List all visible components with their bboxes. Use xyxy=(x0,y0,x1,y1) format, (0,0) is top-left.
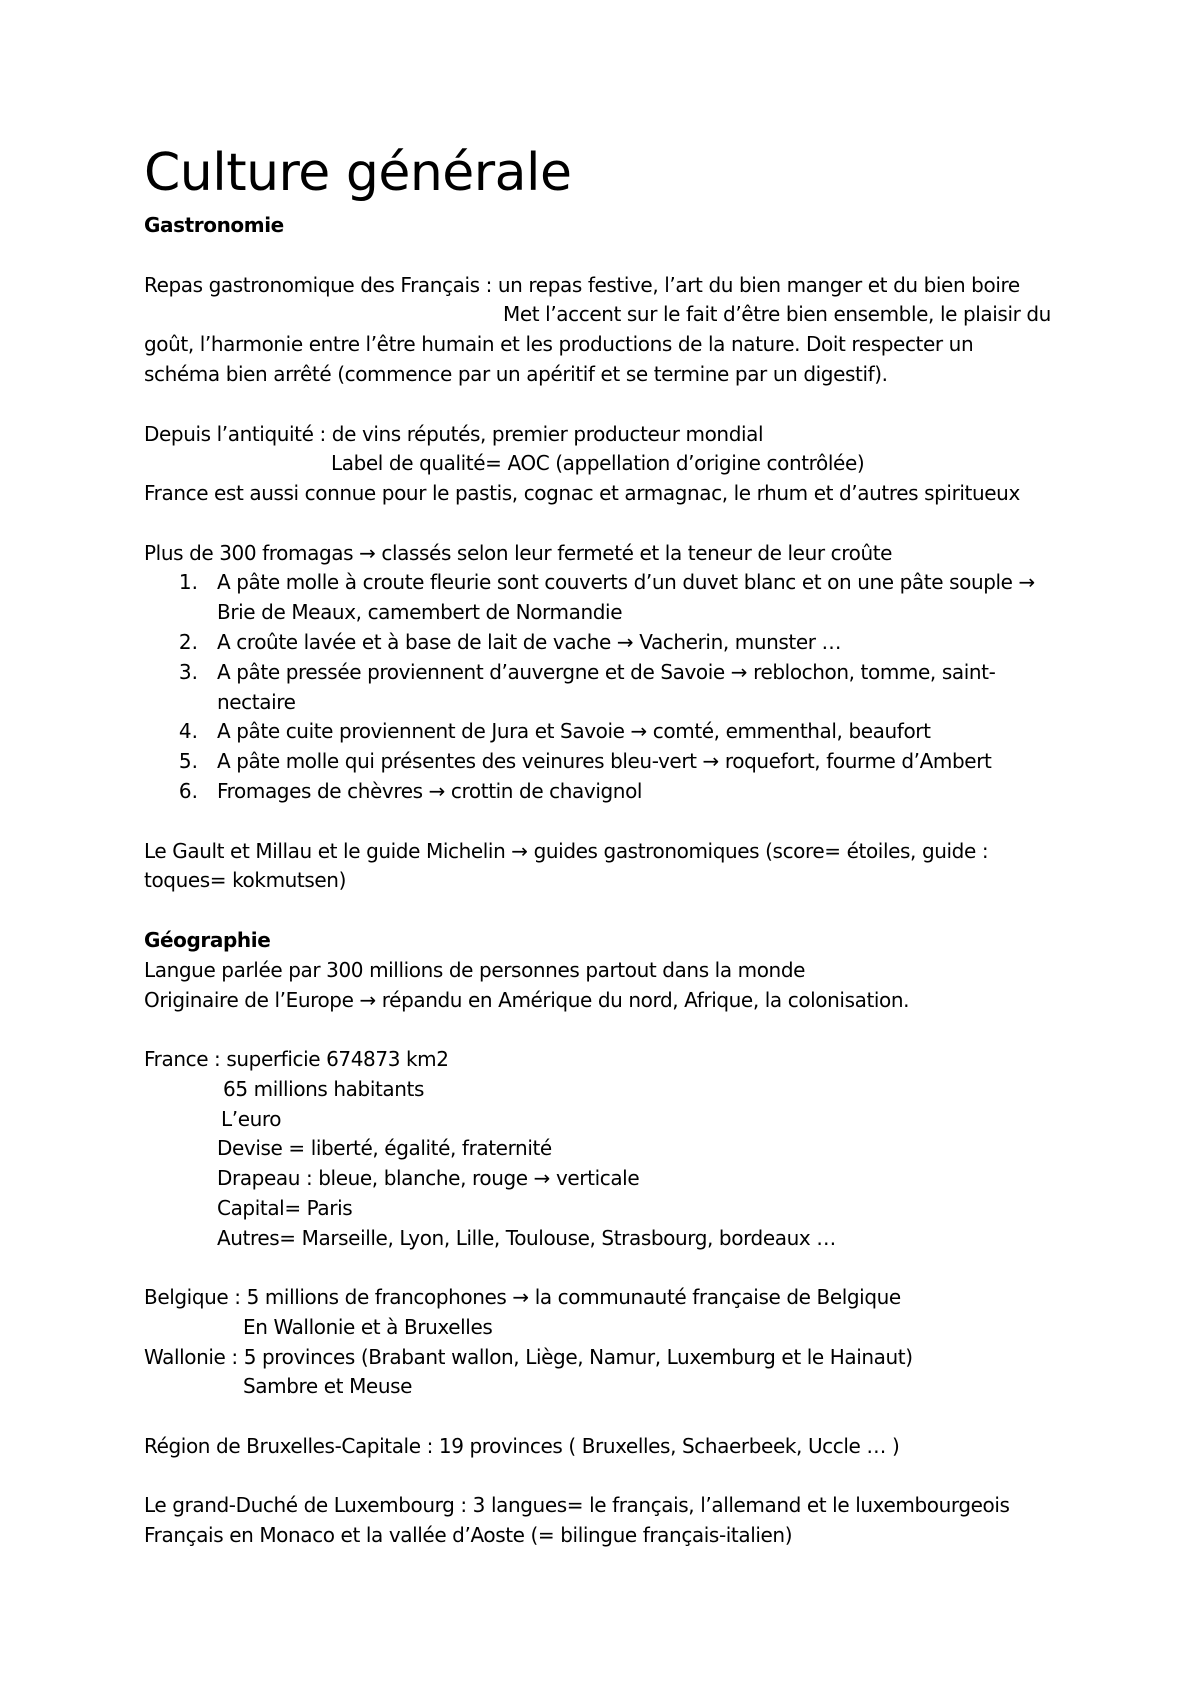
text-line: Met l’accent sur le fait d’être bien ensemble, le plaisir du xyxy=(503,302,1051,326)
list-item: A pâte pressée proviennent d’auvergne et de Savoie → reblochon, tomme, saint- xyxy=(217,660,996,684)
list-number: 2. xyxy=(178,630,198,654)
list-item: nectaire xyxy=(217,690,296,714)
text-line: Le grand-Duché de Luxembourg : 3 langues= le français, l’allemand et le luxembourgeois xyxy=(144,1493,1010,1517)
text-line: Repas gastronomique des Français : un repas festive, l’art du bien manger et du bien boire xyxy=(144,273,1020,297)
list-number: 6. xyxy=(178,779,198,803)
text-line: Plus de 300 fromagas → classés selon leur fermeté et la teneur de leur croûte xyxy=(144,541,893,565)
list-item: A pâte molle à croute fleurie sont couverts d’un duvet blanc et on une pâte souple → xyxy=(217,570,1035,594)
text-line: Langue parlée par 300 millions de personnes partout dans la monde xyxy=(144,958,806,982)
text-line: Région de Bruxelles-Capitale : 19 provinces ( Bruxelles, Schaerbeek, Uccle … ) xyxy=(144,1434,900,1458)
list-number: 5. xyxy=(178,749,198,773)
text-line: France : superficie 674873 km2 xyxy=(144,1047,449,1071)
text-line: Le Gault et Millau et le guide Michelin → guides gastronomiques (score= étoiles, guide : xyxy=(144,839,989,863)
page-title: Culture générale xyxy=(144,143,572,203)
text-line: En Wallonie et à Bruxelles xyxy=(243,1315,493,1339)
text-line: Devise = liberté, égalité, fraternité xyxy=(217,1136,552,1160)
text-line: Drapeau : bleue, blanche, rouge → verticale xyxy=(217,1166,640,1190)
text-line: schéma bien arrêté (commence par un apéritif et se termine par un digestif). xyxy=(144,362,888,386)
text-line: Belgique : 5 millions de francophones → la communauté française de Belgique xyxy=(144,1285,901,1309)
list-number: 4. xyxy=(178,719,198,743)
text-line: Depuis l’antiquité : de vins réputés, premier producteur mondial xyxy=(144,422,764,446)
text-line: Wallonie : 5 provinces (Brabant wallon, Liège, Namur, Luxemburg et le Hainaut) xyxy=(144,1345,913,1369)
text-line: France est aussi connue pour le pastis, cognac et armagnac, le rhum et d’autres spiritueux xyxy=(144,481,1020,505)
text-line: goût, l’harmonie entre l’être humain et les productions de la nature. Doit respecter un xyxy=(144,332,974,356)
text-line: Français en Monaco et la vallée d’Aoste (= bilingue français-italien) xyxy=(144,1523,793,1547)
section-heading-gastronomie: Gastronomie xyxy=(144,213,284,237)
list-number: 3. xyxy=(178,660,198,684)
list-item: Fromages de chèvres → crottin de chavignol xyxy=(217,779,643,803)
list-item: Brie de Meaux, camembert de Normandie xyxy=(217,600,623,624)
text-line: Label de qualité= AOC (appellation d’origine contrôlée) xyxy=(331,451,865,475)
list-number: 1. xyxy=(178,570,198,594)
text-line: Autres= Marseille, Lyon, Lille, Toulouse, Strasbourg, bordeaux … xyxy=(217,1226,836,1250)
section-heading-geographie: Géographie xyxy=(144,928,271,952)
text-line: L’euro xyxy=(221,1107,282,1131)
text-line: Capital= Paris xyxy=(217,1196,353,1220)
list-item: A pâte cuite proviennent de Jura et Savoie → comté, emmenthal, beaufort xyxy=(217,719,931,743)
list-item: A croûte lavée et à base de lait de vache → Vacherin, munster … xyxy=(217,630,842,654)
text-line: toques= kokmutsen) xyxy=(144,868,346,892)
text-line: Sambre et Meuse xyxy=(243,1374,413,1398)
text-line: 65 millions habitants xyxy=(223,1077,425,1101)
list-item: A pâte molle qui présentes des veinures bleu-vert → roquefort, fourme d’Ambert xyxy=(217,749,992,773)
text-line: Originaire de l’Europe → répandu en Amérique du nord, Afrique, la colonisation. xyxy=(144,988,910,1012)
